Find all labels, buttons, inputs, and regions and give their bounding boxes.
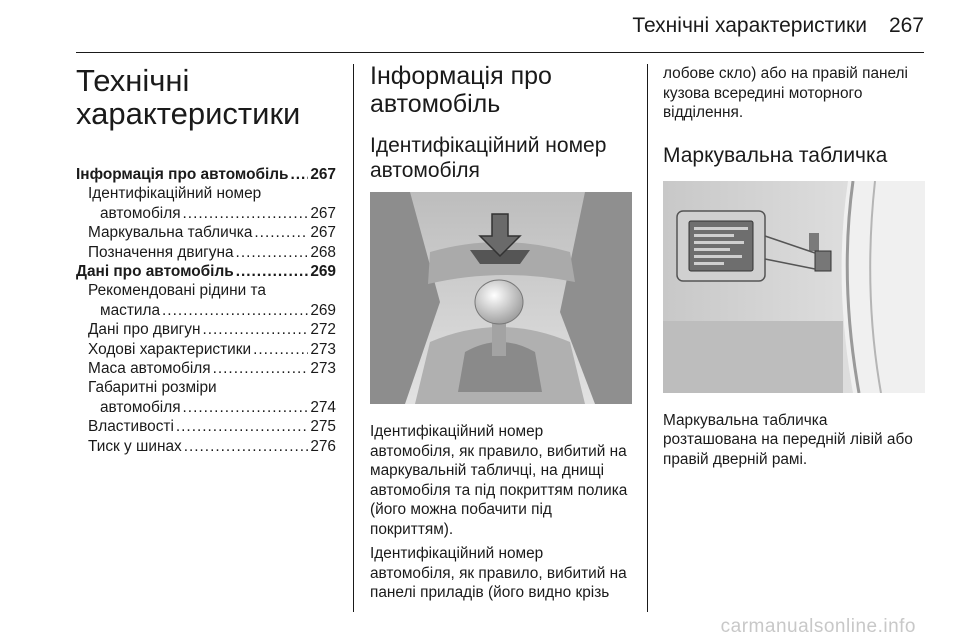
toc-entry[interactable]: Дані про автомобіль ..... 269 [76, 262, 336, 281]
paragraph: Маркувальна табличка розташована на передній лівій або правій дверній рамі. [663, 411, 913, 468]
vin-description-continued [663, 64, 925, 123]
toc-entry[interactable]: автомобіля ..... 274 [76, 398, 336, 417]
toc-entry[interactable]: Дані про двигун ..... 272 [76, 320, 336, 339]
chapter-title: Технічні характеристики [76, 63, 301, 131]
page-header [632, 14, 924, 38]
toc-entry[interactable]: Маркувальна табличка ..... 267 [76, 223, 336, 242]
toc-entry-line[interactable]: Рекомендовані рідини та [88, 282, 266, 300]
paragraph: лобове скло) або на правій панелі кузова всередині моторного відділення. [663, 65, 908, 121]
column-3 [663, 60, 925, 469]
toc-entry-line[interactable]: Ідентифікаційний номер [88, 185, 262, 203]
door-frame-plate-image [663, 181, 925, 393]
header-title: Технічні характеристики [632, 14, 867, 37]
header-rule [76, 52, 924, 53]
toc-entry[interactable]: Тиск у шинах ..... 276 [76, 437, 336, 456]
page-number: 267 [888, 14, 924, 37]
toc-entry[interactable]: автомобіля ..... 267 [76, 204, 336, 223]
vin-location-illustration [370, 192, 632, 404]
paragraph: Ідентифікаційний номер автомобіля, як правило, вибитий на маркувальній табличці, на днищі автомобіля та під покриттям полика (його можна побачити під покриттям). [370, 423, 628, 538]
subsection-title-plate: Маркувальна табличка [663, 143, 888, 167]
column-divider-2 [647, 64, 648, 612]
section-title: Інформація про автомобіль [370, 62, 552, 118]
toc-entry[interactable]: Інформація про автомобіль ..... 267 [76, 165, 336, 184]
paragraph: Ідентифікаційний номер автомобіля, як правило, вибитий на панелі приладів (його видно крізь [370, 545, 627, 601]
column-2 [370, 60, 632, 603]
vin-description [370, 422, 632, 603]
toc-entry[interactable]: мастила ..... 269 [76, 301, 336, 320]
identification-plate-illustration [663, 181, 925, 393]
gear-shifter-floor-image [370, 192, 632, 404]
toc-entry[interactable]: Властивості ..... 275 [76, 417, 336, 436]
column-1 [76, 60, 336, 456]
subsection-title-vin: Ідентифікаційний номер автомобіля [370, 134, 607, 182]
toc-entry[interactable]: Позначення двигуна ..... 268 [76, 243, 336, 262]
toc-entry[interactable]: Ходові характеристики ..... 273 [76, 340, 336, 359]
table-of-contents [76, 165, 336, 456]
plate-description [663, 411, 925, 470]
column-divider-1 [353, 64, 354, 612]
toc-entry[interactable]: Маса автомобіля ..... 273 [76, 359, 336, 378]
watermark: carmanualsonline.info [720, 616, 916, 637]
toc-entry-line[interactable]: Габаритні розміри [88, 379, 217, 397]
